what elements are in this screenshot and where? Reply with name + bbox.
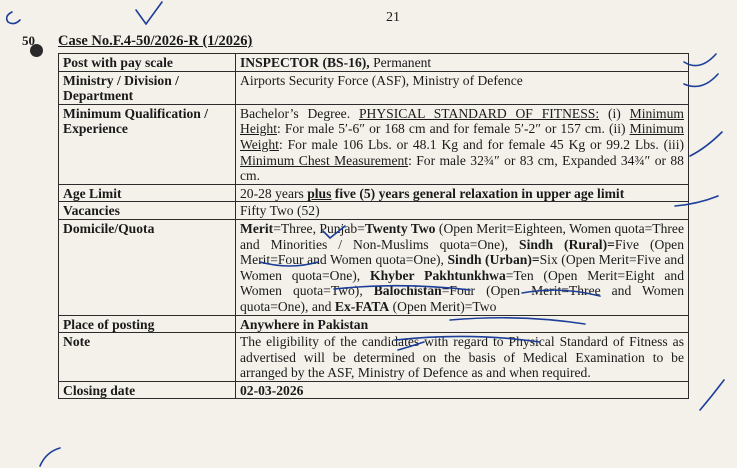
post-label: Post with pay scale [59,54,236,72]
age-relaxation: five (5) years general relaxation in upper age limit [331,185,625,201]
domicile-part: =Ten (Open Merit=Eight and Women quota=Two), [240,267,684,299]
tick-mark-ministry [684,74,718,86]
domicile-part: (Open Merit=Eighteen, Women quota=Three and Minorities / Non-Muslims quota=One), [240,220,685,252]
note-value: The eligibility of the candidates with regard to Physical Standard of Fitness as advertised will be determined on the basis of Medical Examination to be arranged by the ASF, Ministry of Defence as and when required. [236,333,689,382]
table-row [59,381,689,399]
domicile-part: Six (Open Merit=Five and Women quota=One), [240,252,685,283]
age-label: Age Limit [59,184,236,202]
qualification-text: Bachelor’s Degree. [240,105,359,121]
domicile-part: =Four (Open Merit=Three and Women quota=One), and [240,283,684,314]
vacancies-value: Fifty Two (52) [236,202,689,220]
tick-mark-note [700,380,724,410]
domicile-part: Ex-FATA [334,298,390,314]
tick-mark-top [136,2,162,24]
chest-heading: Minimum Chest Measurement [240,152,409,168]
curl-mark-left [7,12,20,24]
table-row [59,71,689,104]
post-tenure: Permanent [369,55,432,70]
table-row [59,315,689,333]
age-plus: plus [307,185,332,201]
table-row [59,202,689,220]
vacancies-label: Vacancies [59,202,236,220]
domicile-part: Merit [240,220,274,236]
table-row [59,219,689,315]
qualification-text: : For male 106 Lbs. or 48.1 Kg and for female 45 Kg or 99.2 Lbs. (iii) [278,136,684,152]
age-value [236,184,689,202]
tick-mark-qualification [690,132,722,156]
qualification-label: Minimum Qualification / Experience [59,104,236,184]
table-row [59,333,689,382]
qualification-text: (i) [599,105,630,121]
qualification-text: : For male 32¾″ or 83 cm, Expanded 34¾″ or 88 cm. [240,152,684,184]
closing-value: 02-03-2026 [236,381,689,399]
height-heading: Minimum Height [240,105,684,137]
qualification-text: : For male 5′-6″ or 168 cm and for female 5′-2″ or 157 cm. (ii) [277,121,630,137]
domicile-part: (Open Merit)=Two [389,298,497,314]
curl-mark-closing [40,448,60,466]
ministry-label: Ministry / Division / Department [59,71,236,104]
domicile-value [236,219,689,315]
posting-label: Place of posting [59,315,236,333]
domicile-part: Five (Open Merit=Four and Women quota=One), [240,236,684,268]
table-row [59,54,689,72]
domicile-part: =Three, Punjab= [273,220,365,236]
closing-label: Closing date [59,381,236,399]
qualification-value [236,104,689,184]
domicile-label: Domicile/Quota [59,219,236,315]
case-number-heading: Case No.F.4-50/2026-R (1/2026) [58,33,253,49]
fitness-heading: PHYSICAL STANDARD OF FITNESS: [358,105,600,121]
job-details-table [58,53,689,399]
domicile-part: Sindh (Urban)= [447,252,540,268]
domicile-part: Sindh (Rural)= [519,236,615,252]
page-number: 21 [386,10,400,25]
domicile-part: Khyber Pakhtunkhwa [370,267,506,283]
domicile-part: Twenty Two [364,220,436,236]
posting-value: Anywhere in Pakistan [236,315,689,333]
table-row [59,104,689,184]
item-number: 50 [22,33,35,48]
domicile-part: Balochistan [373,283,442,299]
table-row [59,184,689,202]
post-value [236,54,689,72]
post-title: INSPECTOR (BS-16), [240,55,370,70]
age-range: 20-28 years [240,185,308,201]
note-label: Note [59,333,236,382]
ministry-value: Airports Security Force (ASF), Ministry of Defence [236,71,689,104]
weight-heading: Minimum Weight [240,121,684,152]
